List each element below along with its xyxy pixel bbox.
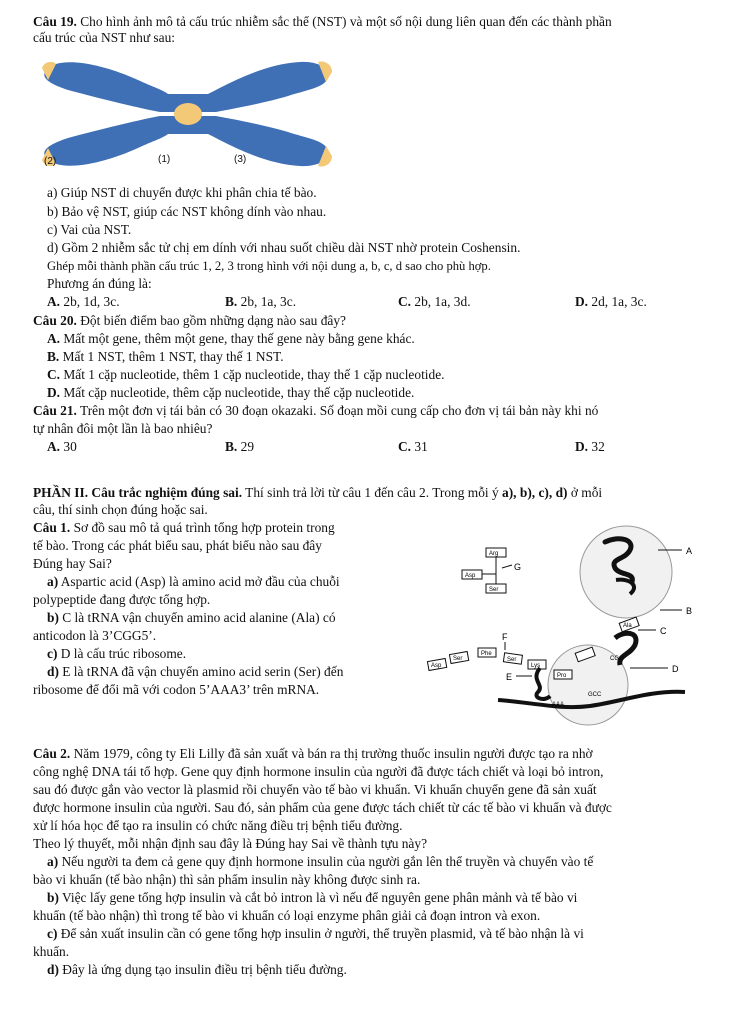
option-text: 32 [588,439,605,454]
option-text: 30 [60,439,77,454]
option-text: Mất 1 NST, thêm 1 NST, thay thế 1 NST. [59,349,284,364]
aa-label: Ser [489,587,499,593]
q19-item-b: b) Bảo vệ NST, giúp các NST không dính vào nhau. [47,204,327,219]
item-key: c) [47,926,58,941]
q20-stem-text: Đột biến điểm bao gồm những dạng nào sau đây? [76,313,346,328]
p2-item-c-cont: khuẩn. [33,944,70,959]
p2-stem-line6: Theo lý thuyết, mỗi nhận định sau đây là Đúng hay Sai về thành tựu này? [33,836,428,851]
label-f: F [502,632,508,642]
p1-stem-line2: tế bào. Trong các phát biểu sau, phát biểu nào sau đây [33,538,322,553]
q20-option-a[interactable] [47,331,415,347]
aa-label: Pro [557,673,567,679]
q21-number: Câu 21. [33,403,77,418]
codon-label: AAA [552,702,565,708]
q21-stem-text: Trên một đơn vị tái bản có 30 đoạn okazaki. Số đoạn mồi cung cấp cho đơn vị tái bản này khi nó [76,403,599,418]
option-key: A. [47,294,61,309]
item-key: a) [47,574,59,589]
option-key: A. [47,439,61,454]
q19-option-a[interactable] [47,294,120,310]
aa-label: Lys [531,663,541,669]
item-text: E là tRNA đã vận chuyển amino acid serin (Ser) đến [58,664,344,679]
label-c: C [660,626,667,636]
option-key: C. [398,294,412,309]
codon-label: GCC [588,692,602,698]
item-key: d) [47,664,59,679]
q19-item-a: a) Giúp NST di chuyển được khi phân chia tế bào. [47,185,317,200]
q20-number: Câu 20. [33,313,77,328]
option-text: 29 [237,439,255,454]
item-key: d) [47,962,59,977]
item-text: Việc lấy gene tổng hợp insulin và cắt bỏ intron là vì nếu để nguyên gene phân mảnh và tế bào vi [58,890,578,905]
q21-option-c[interactable] [398,439,428,455]
item-key: c) [47,646,58,661]
label-a: A [686,546,693,556]
item-text: Đây là ứng dụng tạo insulin điều trị bệnh tiểu đường. [58,962,347,977]
part2-item-keys: a), b), c), d) [502,485,568,500]
codon-label: CGG [610,656,624,662]
option-key: B. [47,349,60,364]
translation-diagram [420,520,720,730]
chromosome-image [38,50,338,170]
q21-option-d[interactable] [575,439,605,455]
part2-intro-line2: câu, thí sinh chọn đúng hoặc sai. [33,502,208,517]
option-text: 2b, 1a, 3c. [237,294,297,309]
p2-item-a [47,854,593,870]
option-text: 2d, 1a, 3c. [588,294,647,309]
p1-item-a-cont: polypeptide đang được tổng hợp. [33,592,211,607]
q19-option-b[interactable] [225,294,296,310]
option-text: Mất cặp nucleotide, thêm cặp nucleotide, thay thế cặp nucleotide. [60,385,415,400]
item-text: Để sản xuất insulin cần có gene tổng hợp insulin ở người, thể truyền plasmid, và tế bào nhận là vi [57,926,584,941]
q20-option-b[interactable] [47,349,284,365]
p1-stem-line3: Đúng hay Sai? [33,556,112,571]
aa-label: Phe [481,651,492,657]
p1-item-b-cont: anticodon là 3’CGG5’. [33,628,157,643]
q21-stem-line1 [33,403,598,419]
option-text: 2b, 1d, 3c. [60,294,120,309]
p2-stem-line5: xử lí hóa học để tạo ra insulin có chức năng điều trị bệnh tiểu đường. [33,818,403,833]
label-g: G [514,562,522,572]
option-key: C. [398,439,412,454]
q19-number: Câu 19. [33,14,77,29]
label-e: E [506,672,513,682]
p2-stem-text: Năm 1979, công ty Eli Lilly đã sản xuất và bán ra thị trường thuốc insulin người được tạo ra nhờ [70,746,593,761]
q19-item-c: c) Vai của NST. [47,222,132,237]
fig-label-3: (3) [234,154,247,165]
label-b: B [686,606,693,616]
item-text: C là tRNA vận chuyển amino acid alanine (Ala) có [58,610,336,625]
q21-stem-line2: tự nhân đôi một lần là bao nhiêu? [33,421,213,436]
part2-heading: PHẦN II. Câu trắc nghiệm đúng sai. [33,485,243,500]
q19-item-d: d) Gồm 2 nhiễm sắc tử chị em dính với nhau suốt chiều dài NST nhờ protein Coshensin. [47,240,521,255]
p2-stem-line4: được hormone insulin của người. Sau đó, sản phẩm của gene được tách chiết từ các tế bào vi khuẩn và được [33,800,612,815]
p2-item-b [47,890,577,906]
option-key: D. [575,294,589,309]
q19-stem-line1 [33,14,612,30]
q20-option-c[interactable] [47,367,445,383]
item-key: a) [47,854,59,869]
option-key: D. [575,439,589,454]
chromosome-figure [38,50,338,170]
aa-label: Ser [453,656,463,662]
option-text: Mất 1 cặp nucleotide, thêm 1 cặp nucleotide, thay thế 1 cặp nucleotide. [60,367,445,382]
p1-number: Câu 1. [33,520,71,535]
q19-option-d[interactable] [575,294,647,310]
p1-item-b [47,610,336,626]
p2-stem-line1 [33,746,593,762]
option-key: D. [47,385,61,400]
option-key: A. [47,331,61,346]
option-key: B. [225,294,238,309]
q21-option-a[interactable] [47,439,77,455]
q19-prompt: Phương án đúng là: [47,276,152,291]
part2-intro-end: ở mỗi [567,485,603,500]
p2-item-d [47,962,347,978]
option-text: 31 [411,439,428,454]
p2-item-b-cont: khuẩn (tế bào nhận) thì trong tế bào vi khuẩn có loại enzyme phân giải cả đoạn intron và exon. [33,908,541,923]
option-key: C. [47,367,61,382]
item-key: b) [47,610,59,625]
p1-item-c [47,646,186,662]
q21-option-b[interactable] [225,439,254,455]
label-d: D [672,664,679,674]
p1-item-a [47,574,340,590]
p1-stem-text: Sơ đồ sau mô tả quá trình tổng hợp protein trong [70,520,335,535]
option-key: B. [225,439,238,454]
fig-label-2: (2) [44,156,57,167]
aa-label: Asp [465,573,476,579]
p1-item-d [47,664,343,680]
part2-intro-line1 [33,485,602,501]
q19-instruction: Ghép mỗi thành phần cấu trúc 1, 2, 3 trong hình với nội dung a, b, c, d sao cho phù hợp. [47,259,491,273]
aa-label: Asp [431,663,442,669]
item-key: b) [47,890,59,905]
q19-stem-text: Cho hình ảnh mô tả cấu trúc nhiễm sắc thể (NST) và một số nội dung liên quan đến các thành phần [76,14,612,29]
fig-label-1: (1) [158,154,171,165]
option-text: 2b, 1a, 3d. [411,294,471,309]
item-text: D là cấu trúc ribosome. [57,646,187,661]
p1-item-d-cont: ribosome để đổi mã với codon 5’AAA3’ trên mRNA. [33,682,320,697]
aa-label: Ala [623,623,632,629]
q19-option-c[interactable] [398,294,471,310]
q19-stem-line2: cấu trúc của NST như sau: [33,30,175,45]
item-text: Nếu người ta đem cả gene quy định hormone insulin của người gắn lên thể truyền và chuyển vào tế [58,854,594,869]
aa-label: Arg [489,551,499,557]
p2-number: Câu 2. [33,746,71,761]
translation-svg [420,520,720,730]
p1-stem-line1 [33,520,335,536]
p2-item-c [47,926,584,942]
p2-stem-line3: sau đó được gắn vào vector là plasmid rồi chuyển vào tế bào vi khuẩn. Vi khuẩn chuyển gene đã sản xuất [33,782,597,797]
centromere [174,103,202,125]
item-text: Aspartic acid (Asp) là amino acid mở đầu của chuỗi [58,574,340,589]
p2-stem-line2: công nghệ DNA tái tổ hợp. Gene quy định hormone insulin của người đã được tách chiết và loại bỏ intron, [33,764,604,779]
part2-intro-text: Thí sinh trả lời từ câu 1 đến câu 2. Trong mỗi ý [242,485,503,500]
q20-option-d[interactable] [47,385,414,401]
aa-label: Ser [507,657,517,663]
q20-stem [33,313,346,329]
option-text: Mất một gene, thêm một gene, thay thế gene này bằng gene khác. [60,331,415,346]
p2-item-a-cont: bào vi khuẩn (tế bào nhận) thì sản phẩm insulin này không được sinh ra. [33,872,421,887]
